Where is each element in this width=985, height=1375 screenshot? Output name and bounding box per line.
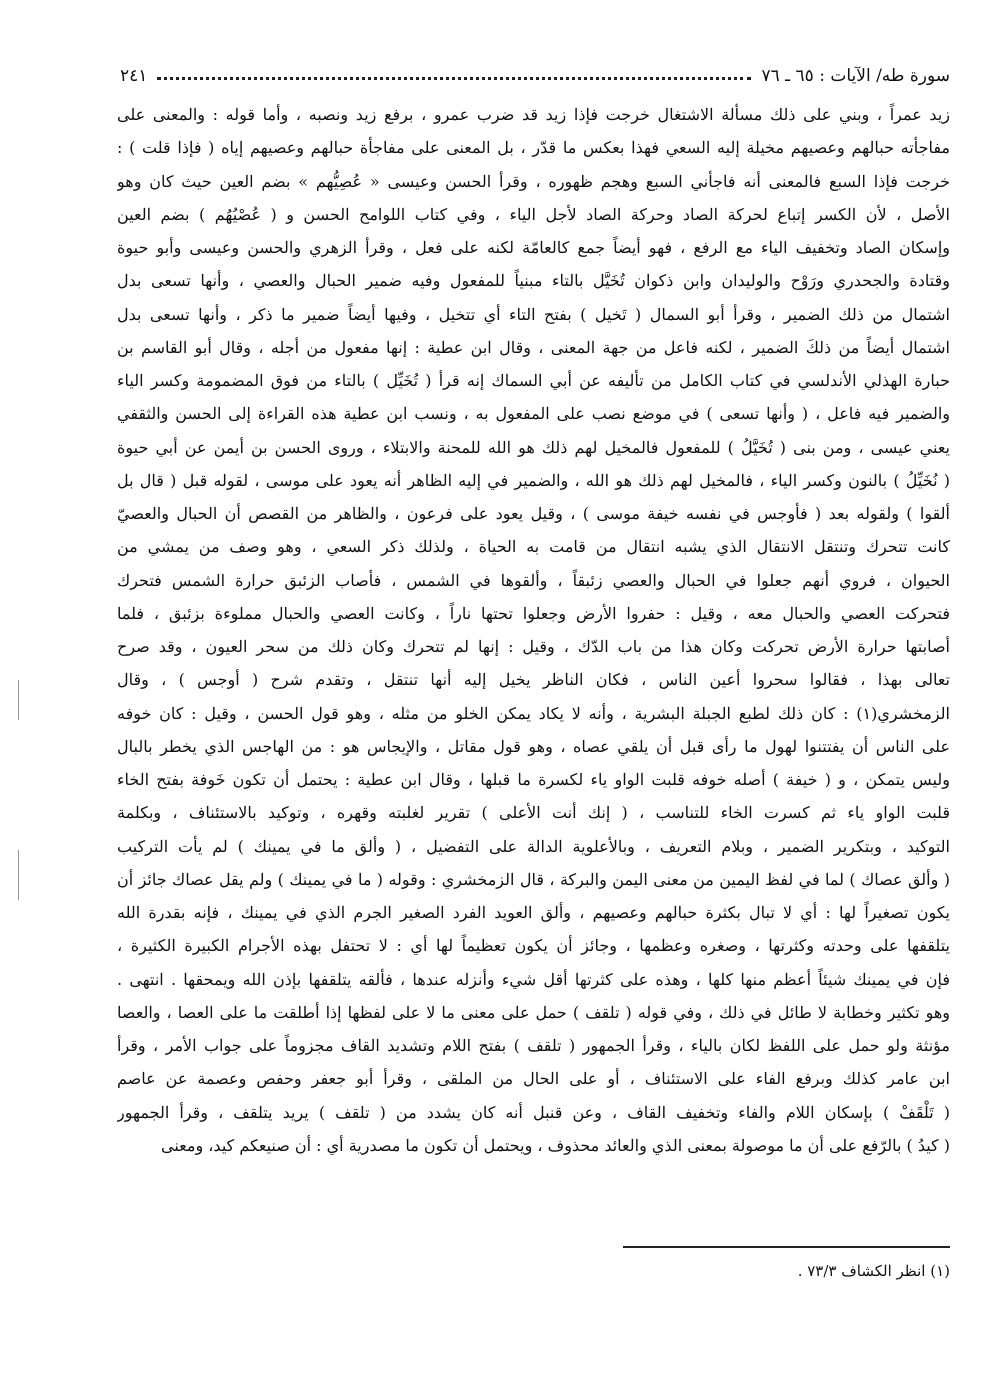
text-line: اشتمال أيضاً من ذلكَ الضمير ، لكنه فاعل من جهة المعنى ، وقال ابن عطية : إنها مفعول من أجله ، وقال أبو القاسم بن — [117, 337, 950, 357]
text-line: وليس يتمكن ، و ( خيفة ) أصله خوفه قلبت الواو ياء لكسرة ما قبلها ، وقال ابن عطية : يحتمل أن تكون خَوفة بفتح الخاء — [117, 770, 950, 789]
text-line: خرجت فإذا السبع فالمعنى أنه فاجأني السبع وهجم ظهوره ، وقرأ الحسن وعيسى « عُصِيُّهم » بضم العين حيث كان وهو — [117, 171, 950, 191]
text-line: والضمير فيه فاعل ، ( وأنها تسعى ) في موضع نصب على المفعول به ، ونسب ابن عطية هذه القراءة إلى الحسن والثقفي — [117, 404, 950, 424]
text-line: يكون تصغيراً لها : أي لا تبال بكثرة حبالهم وعصيهم ، وألق العويد الفرد الصغير الجرم الذي في يمينك ، فإنه بقدرة الله — [117, 903, 950, 922]
text-line: حبارة الهذلي الأندلسي في كتاب الكامل من تأليفه عن أبي السماك إنه قرأ ( تُخَيِّل ) بالتاء من فوق المضمومة وكسر الياء — [117, 371, 950, 390]
text-line: ( كيدُ ) بالرّفع على أن ما موصولة بمعنى الذي والعائد محذوف ، ويحتمل أن تكون ما مصدرية أي : أن صنيعكم كيد، ومعنى — [161, 1135, 950, 1155]
text-line: الحيوان ، فروي أنهم جعلوا في الحبال والعصي زئبقاً ، وألقوها في الشمس ، فأصاب الزئبق حرارة الشمس فتحرك — [117, 570, 950, 590]
text-line: فإن في يمينك شيئاً أعظم منها كلها ، وهذه على كثرتها أقل شيء وأنزله عندها ، فألقه يتلقفها بإذن الله ويمحقها . انتهى . — [117, 969, 950, 989]
footnote-separator — [623, 1246, 950, 1248]
text-line: زيد عمراً ، وبني على ذلك مسألة الاشتغال خرجت فإذا زيد قد ضرب عمرو ، برفع زيد ونصبه ، وأما قوله : والمعنى على — [117, 105, 950, 124]
text-line: أصابتها حرارة الأرض تحركت وكان هذا من باب الدّك ، وقيل : إنها لم تتحرك وكان ذلك من سحر العيون ، وقد صرح — [117, 637, 950, 656]
text-line: ألقوا ) ولقوله بعد ( فأوجس في نفسه خيفة موسى ) ، وقيل يعود على فرعون ، والظاهر من القصص أن الحبال والعصيّ — [117, 504, 950, 523]
text-line: ( نُخَيِّلُ ) بالنون وكسر الياء ، فالمخيل لهم ذلك هو الله ، والضمير في إليه الظاهر أنه يعود على موسى ، لقوله قبل ( قال بل — [117, 470, 950, 490]
text-line: وقتادة والجحدري ورَوْح والوليدان وابن ذكوان تُخَيَّل بالتاء مبنياً للمفعول وفيه ضمير الحبال والعصي ، وأنها تسعى بدل — [117, 271, 950, 291]
text-line: فتحركت العصي والحبال معه ، وقيل : حفروا الأرض وجعلوا تحتها ناراً ، وكانت العصي والحبال مملوءة بزئبق ، فلما — [117, 603, 950, 623]
text-line: قلبت الواو ياء ثم كسرت الخاء للتناسب ، ( إنك أنت الأعلى ) تقرير لغلبته وقهره ، وتوكيد بالاستئناف ، وبكلمة — [117, 803, 950, 823]
text-line: يتلقفها على وحدته وكثرتها ، وصغره وعظمها ، وجائز أن يكون تعظيماً لها أي : لا تحتفل بهذه الأجرام الكبيرة الكثيرة ، — [117, 936, 950, 956]
page-header — [120, 58, 950, 86]
text-line: كانت تتحرك وتنتقل الانتقال الذي يشبه انتقال من قامت به الحياة ، ولذلك ذكر السعي ، وهو وصف من يمشي من — [117, 537, 950, 557]
page-number: ٢٤١ — [120, 66, 148, 86]
text-line: مؤنثة ولو حمل على اللفظ لكان بالياء ، وقرأ الجمهور ( تلقف ) بفتح اللام وتشديد القاف مجزوماً على جواب الأمر ، وقرأ — [117, 1036, 950, 1055]
text-line: وهو تكثير وخطابة لا طائل في ذلك ، وفي قوله ( تلقف ) حمل على معنى ما لا على لفظها إذا أطلقت ما على العصا ، والعصا — [117, 1002, 950, 1022]
text-line: مفاجأته حبالهم وعصيهم مخيلة إليه السعي فهذا بعكس ما قدّر ، بل المعنى على مفاجأة حبالهم وعصيهم إياه ( فإذا قلت ) : — [117, 138, 950, 158]
text-line: الزمخشري(١) : كان ذلك لطبع الجبلة البشرية ، وأنه لا يكاد يمكن الخلو من مثله ، وهو قول الحسن ، وقيل : كان خوفه — [117, 703, 950, 723]
text-line: ابن عامر كذلك وبرفع الفاء على الاستئناف ، أو على الحال من الملقى ، وقرأ أبو جعفر وحفص وعصمة عن عاصم — [117, 1069, 950, 1089]
text-line: الأصل ، لأن الكسر إتباع لحركة الصاد وحركة الصاد لأجل الياء ، وفي كتاب اللوامح الحسن و ( عُصْيُهُم ) بضم العين — [117, 204, 950, 224]
text-line: يعني عيسى ، ومن بنى ( تُخَيَّلُ ) للمفعول فالمخيل لهم ذلك هو الله للمحنة والابتلاء ، وروى الحسن بن أيمن عن أبي حيوة — [117, 437, 950, 457]
scan-margin-mark — [18, 680, 19, 720]
text-line: وإسكان الصاد وتخفيف الياء مع الرفع ، فهو أيضاً جمع كالعامّة لكنه على فعل ، وقرأ الزهري والحسن وعيسى وأبو حيوة — [117, 238, 950, 257]
footnote: (١) انظر الكشاف ٧٣/٣ . — [797, 1262, 950, 1280]
scan-margin-mark — [18, 850, 19, 900]
text-line: ( تَلْقَفْ ) بإسكان اللام والفاء وتخفيف القاف ، وعن قنبل أنه كان يشدد من ( تلقف ) يريد يتلقف ، وقرأ الجمهور — [117, 1102, 950, 1122]
header-dot-leader — [157, 77, 751, 80]
main-text — [117, 98, 950, 1162]
running-title: سورة طه/ الآيات : ٦٥ ـ ٧٦ — [761, 66, 950, 86]
text-line: تعالى بهذا ، فقالوا سحروا أعين الناس ، فكان الناظر يخيل إليه أنها تنتقل ، وتقدم شرح ( أوجس ) ، وقال — [117, 670, 950, 690]
text-line: ( وألق عصاك ) لما في لفظ اليمين من معنى اليمن والبركة ، قال الزمخشري : وقوله ( ما في يمينك ) ولم يقل عصاك جائز أن — [117, 869, 950, 889]
text-line: اشتمال من ذلك الضمير ، وقرأ أبو السمال ( تَخيل ) بفتح التاء أي تتخيل ، وفيها أيضاً ضمير ما ذكر ، وأنها تسعى بدل — [117, 304, 950, 324]
text-line: التوكيد ، وبتكرير الضمير ، وبلام التعريف ، وبالأعلوية الدالة على التفضيل ، ( وألق ما في يمينك ) لم يأت التركيب — [117, 836, 950, 856]
text-line: على الناس أن يفتتنوا لهول ما رأى قبل أن يلقي عصاه ، وهو قول مقاتل ، والإيجاس هو : من الهاجس الذي يخطر بالبال — [117, 736, 950, 756]
